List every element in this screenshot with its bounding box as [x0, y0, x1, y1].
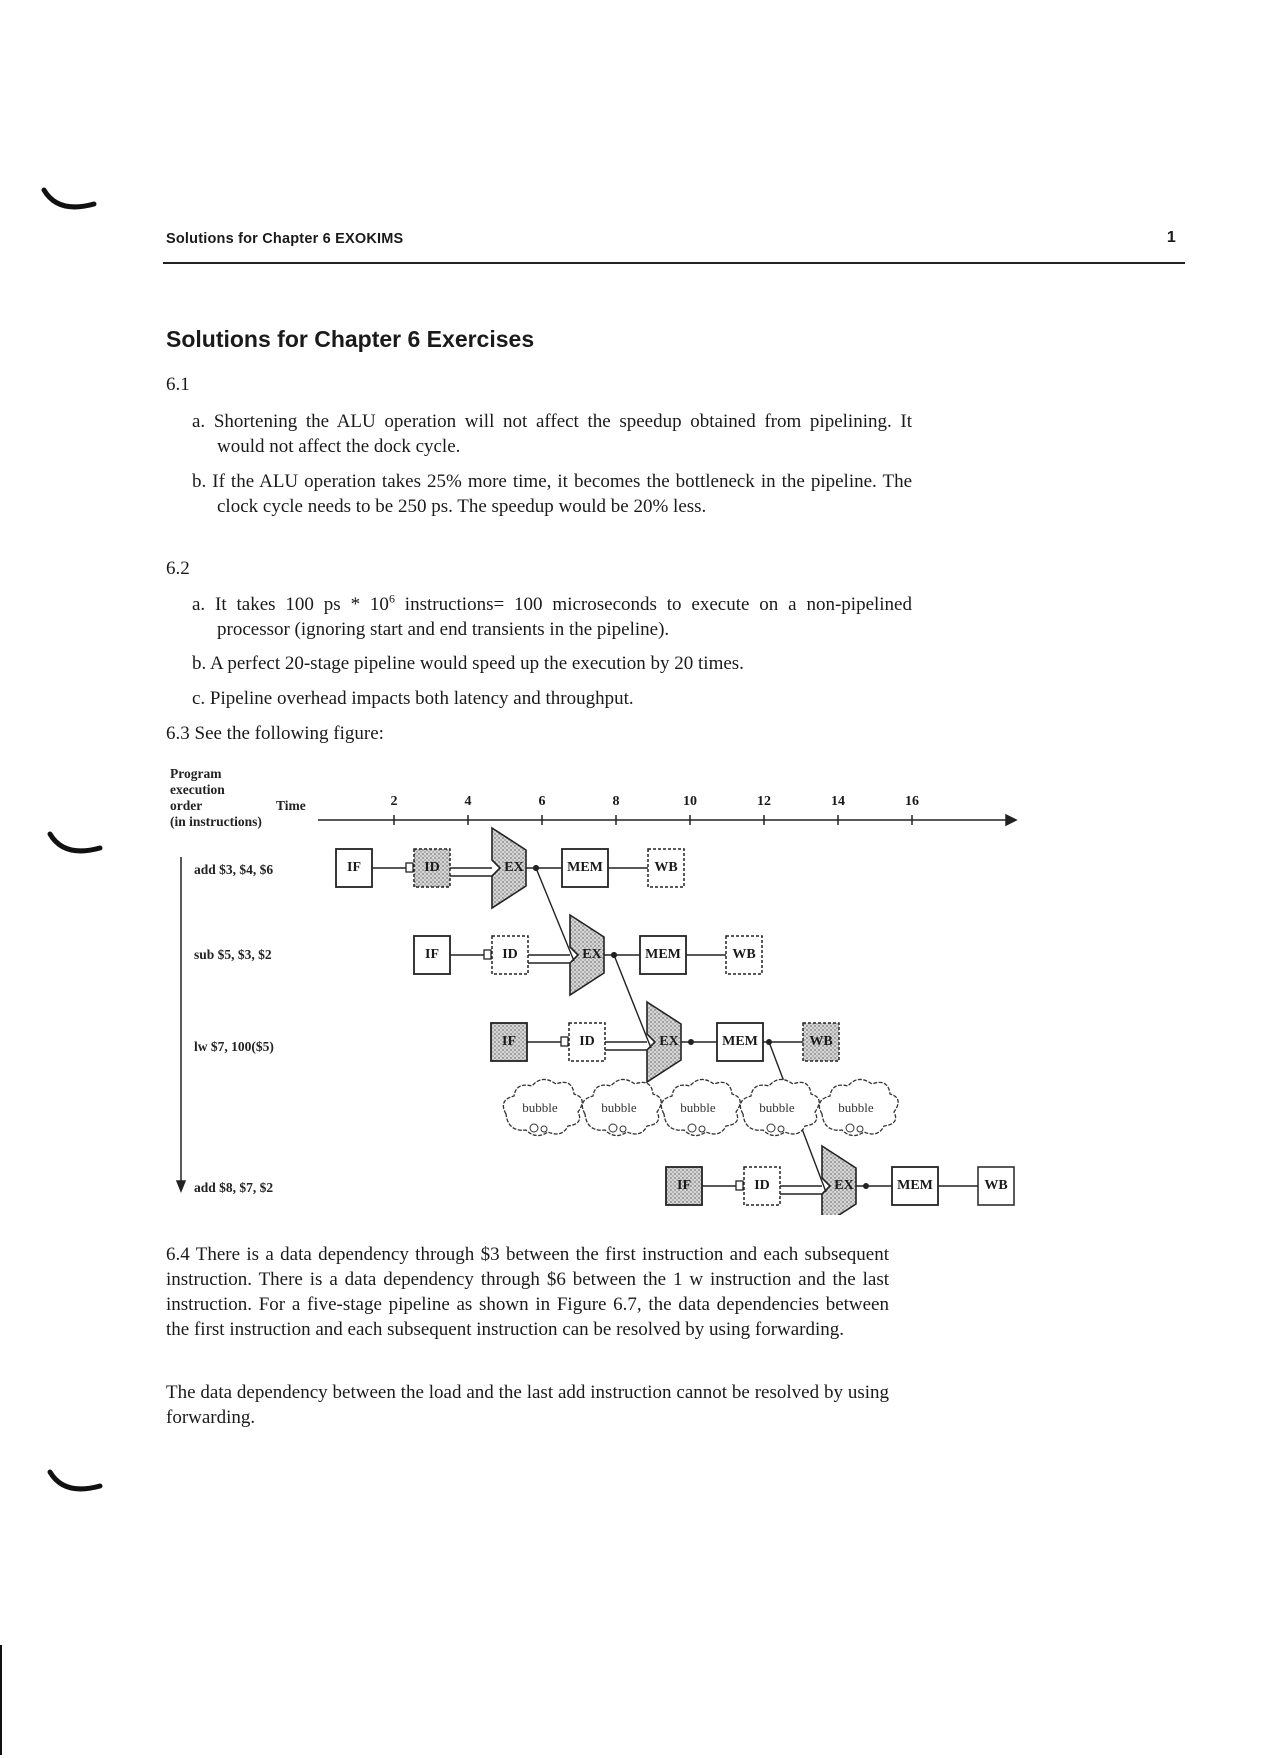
id-label: ID — [579, 1034, 595, 1049]
margin-mark — [44, 1468, 104, 1502]
if-label: IF — [677, 1178, 691, 1193]
time-tick-label: 10 — [683, 794, 697, 809]
instruction-label: add $3, $4, $6 — [194, 862, 274, 877]
bubble-label: bubble — [601, 1100, 637, 1115]
section-6-1-label: 6.1 — [166, 374, 190, 395]
ex-label: EX — [504, 860, 524, 875]
bubble-label: bubble — [680, 1100, 716, 1115]
bubble-label: bubble — [759, 1100, 795, 1115]
forward-dot — [533, 865, 539, 871]
time-tick-label: 12 — [757, 794, 771, 809]
mem-label: MEM — [567, 860, 603, 875]
axis-title-line: (in instructions) — [170, 814, 262, 829]
page-title: Solutions for Chapter 6 Exercises — [166, 326, 535, 352]
section-6-3-text: 6.3 See the following figure: — [166, 723, 384, 744]
axis-title-line: Program — [170, 766, 222, 781]
time-axis-arrow — [1006, 815, 1016, 825]
section-6-2-label: 6.2 — [166, 558, 190, 579]
time-tick-label: 8 — [612, 794, 620, 809]
time-tick-label: 16 — [905, 794, 919, 809]
ex-label: EX — [659, 1034, 679, 1049]
answer-6-2-c: c. Pipeline overhead impacts both latency and throughput. — [192, 688, 634, 709]
pipeline-register — [561, 1037, 568, 1046]
pipeline-figure — [166, 765, 1036, 1215]
axis-title-line: order — [170, 798, 203, 813]
instruction-label: add $8, $7, $2 — [194, 1180, 274, 1195]
answer-6-2-a: a. It takes 100 ps * $10^6$ instructions= 100 microseconds to execute on a non-pipelined processor (ignoring start and end transients in the pipeline). — [192, 591, 912, 640]
wb-label: WB — [732, 947, 756, 962]
time-tick-label: 4 — [464, 794, 472, 809]
pipeline-diagram — [166, 765, 1036, 1215]
mem-label: MEM — [897, 1178, 933, 1193]
instruction-label: lw $7, 100($5) — [194, 1039, 274, 1054]
binding-edge — [0, 1645, 2, 1755]
time-tick-label: 6 — [538, 794, 546, 809]
time-label: Time — [276, 798, 306, 813]
wb-label: WB — [654, 860, 678, 875]
pipeline-register — [484, 950, 491, 959]
margin-mark — [38, 186, 98, 220]
answer-6-2-b: b. A perfect 20-stage pipeline would speed up the execution by 20 times. — [192, 653, 744, 674]
answer-6-1-b: b. If the ALU operation takes 25% more time, it becomes the bottleneck in the pipeline. The clock cycle needs to be 250 ps. The speedup would be 20% less. — [192, 471, 912, 517]
answer-6-4-paragraph-1: 6.4 There is a data dependency through $3 between the first instruction and each subsequent instruction. There is a data dependency through $6 between the 1 w instruction and the last instruction. For a five-stage pipeline as shown in Figure 6.7, the data dependencies between the first instruction and each subsequent instruction can be resolved by using forwarding. — [166, 1244, 889, 1340]
forward-dot — [688, 1039, 694, 1045]
mem-label: MEM — [645, 947, 681, 962]
forward-dot — [863, 1183, 869, 1189]
forward-dot — [611, 952, 617, 958]
page-number: 1 — [1166, 229, 1176, 246]
time-tick-label: 14 — [831, 794, 845, 809]
margin-mark — [44, 830, 104, 864]
id-label: ID — [754, 1178, 770, 1193]
pipeline-register — [736, 1181, 743, 1190]
mem-label: MEM — [722, 1034, 758, 1049]
bubble-label: bubble — [522, 1100, 558, 1115]
if-label: IF — [347, 860, 361, 875]
if-label: IF — [425, 947, 439, 962]
header-rule — [163, 262, 1185, 264]
id-label: ID — [424, 860, 440, 875]
instruction-label: sub $5, $3, $2 — [194, 947, 272, 962]
answer-6-1-a: a. Shortening the ALU operation will not affect the speedup obtained from pipelining. It would not affect the dock cycle. — [192, 411, 912, 457]
answer-6-4-paragraph-2: The data dependency between the load and the last add instruction cannot be resolved by using forwarding. — [166, 1382, 889, 1428]
id-label: ID — [502, 947, 518, 962]
axis-title-line: execution — [170, 782, 225, 797]
wb-label: WB — [984, 1178, 1008, 1193]
ex-label: EX — [834, 1178, 854, 1193]
wb-label: WB — [809, 1034, 833, 1049]
ex-label: EX — [582, 947, 602, 962]
time-tick-label: 2 — [390, 794, 398, 809]
forward-dot — [766, 1039, 772, 1045]
if-label: IF — [502, 1034, 516, 1049]
bubble-label: bubble — [838, 1100, 874, 1115]
order-axis-arrow — [177, 1181, 185, 1191]
running-title: Solutions for Chapter 6 EXOKIMS — [166, 231, 404, 247]
running-header — [166, 231, 1176, 247]
pipeline-register — [406, 863, 413, 872]
